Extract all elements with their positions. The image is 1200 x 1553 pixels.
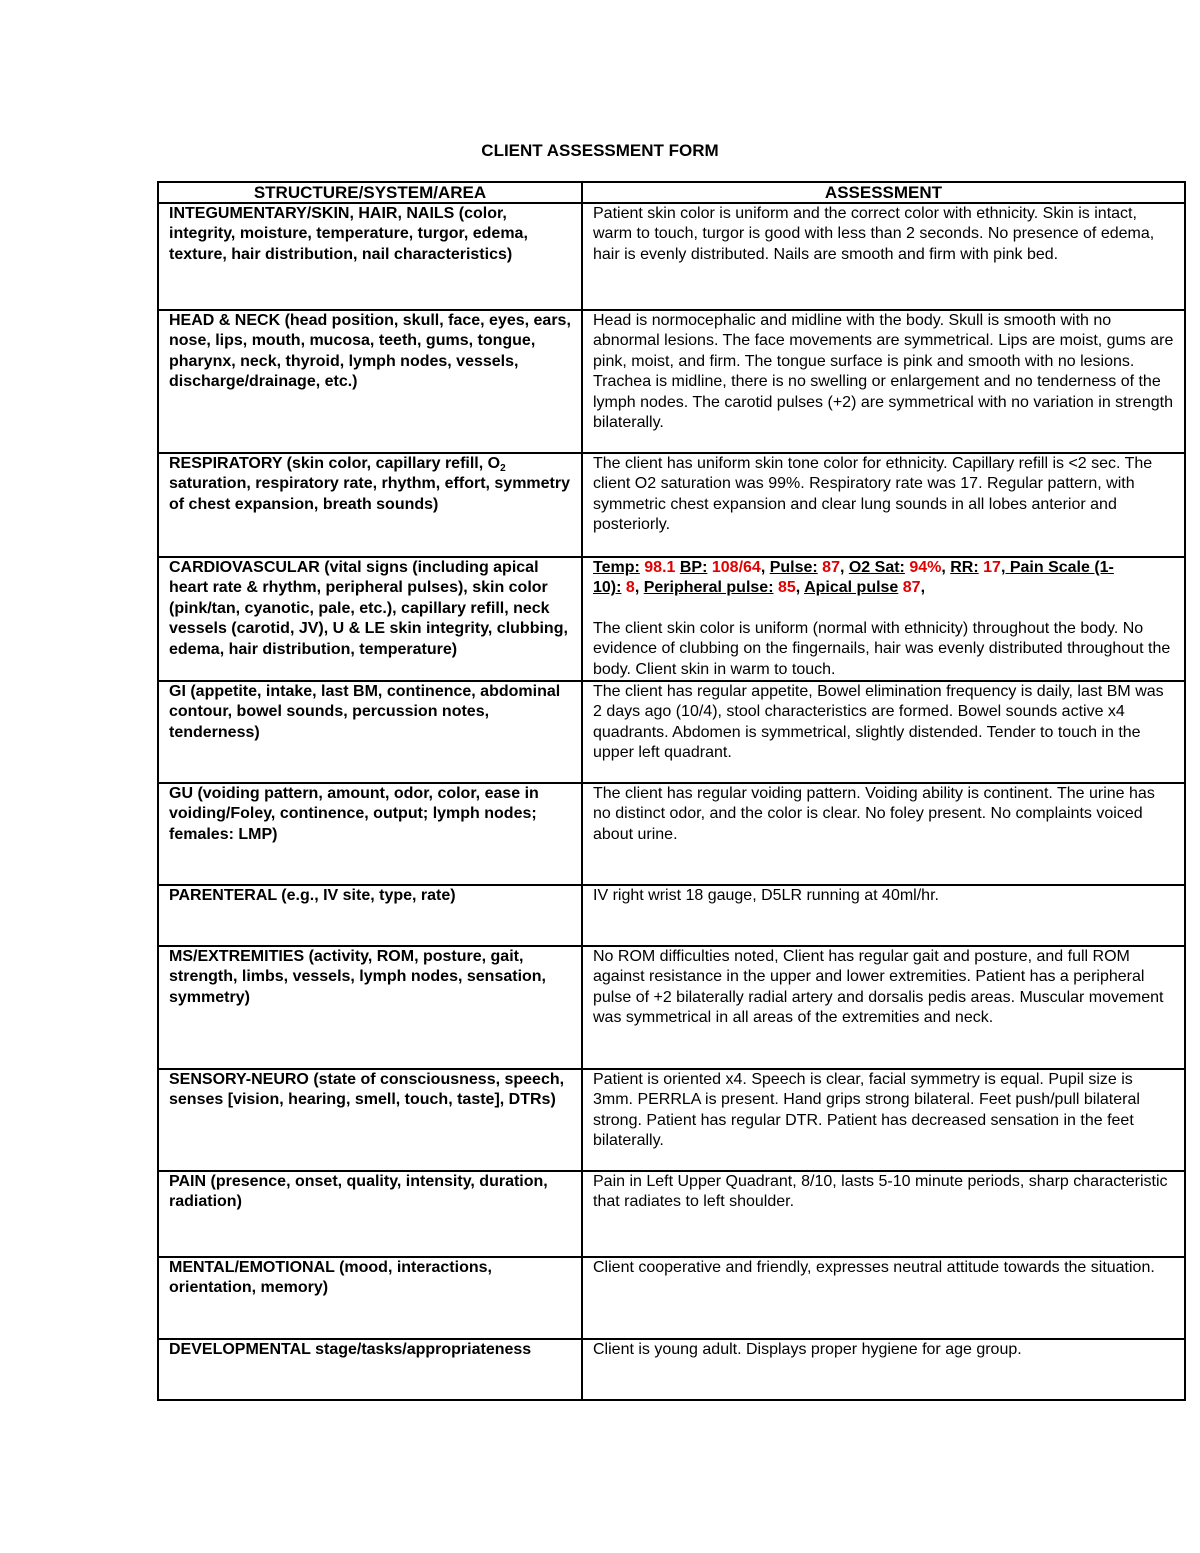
assessment-sensory-neuro: Patient is oriented x4. Speech is clear, facial symmetry is equal. Pupil size is 3mm. PERRLA is present. Hand grips strong bilateral. Feet push/pull bilateral strong. Patient has regular DTR. Patient has decreased sensation in the feet bilaterally. xyxy=(582,1069,1185,1171)
assessment-pain: Pain in Left Upper Quadrant, 8/10, lasts 5-10 minute periods, sharp characteristic that radiates to left shoulder. xyxy=(582,1171,1185,1257)
table-row xyxy=(158,885,1185,946)
assessment-integumentary: Patient skin color is uniform and the correct color with ethnicity. Skin is intact, warm to touch, turgor is good with less than 2 seconds. No presence of edema, hair is evenly distributed. Nails are smooth and firm with pink bed. xyxy=(582,203,1185,310)
table-row xyxy=(158,1339,1185,1400)
area-respiratory-text-a: RESPIRATORY (skin color, capillary refill, O xyxy=(169,455,501,472)
assessment-gi: The client has regular appetite, Bowel elimination frequency is daily, last BM was 2 days ago (10/4), stool characteristics are formed. Bowel sounds active x4 quadrants. Abdomen is symmetrical, slightly distended. Tender to touch in the upper left quadrant. xyxy=(582,681,1185,783)
table-row xyxy=(158,310,1185,453)
pulse-value: 87 xyxy=(822,559,840,576)
table-row xyxy=(158,681,1185,783)
cardiovascular-notes: The client skin color is uniform (normal with ethnicity) throughout the body. No evidence of clubbing on the fingernails, hair was evenly distributed throughout the body. Client skin in warm to touch. xyxy=(593,619,1171,678)
area-respiratory-subscript: 2 xyxy=(500,463,506,474)
area-gu: GU (voiding pattern, amount, odor, color, ease in voiding/Foley, continence, output; lymph nodes; females: LMP) xyxy=(158,783,582,885)
area-gi: GI (appetite, intake, last BM, continence, abdominal contour, bowel sounds, percussion notes, tenderness) xyxy=(158,681,582,783)
table-row xyxy=(158,557,1185,681)
area-parenteral: PARENTERAL (e.g., IV site, type, rate) xyxy=(158,885,582,946)
assessment-developmental: Client is young adult. Displays proper hygiene for age group. xyxy=(582,1339,1185,1400)
o2-value: 94% xyxy=(909,559,942,576)
area-respiratory xyxy=(158,453,582,557)
area-sensory-neuro: SENSORY-NEURO (state of consciousness, speech, senses [vision, hearing, smell, touch, taste], DTRs) xyxy=(158,1069,582,1171)
peripheral-pulse-label: Peripheral pulse: xyxy=(643,579,774,597)
table-row xyxy=(158,1171,1185,1257)
assessment-cardiovascular xyxy=(582,557,1185,681)
assessment-head-neck: Head is normocephalic and midline with the body. Skull is smooth with no abnormal lesions. The face movements are symmetrical. Lips are moist, gums are pink, moist, and firm. The tongue surface is pink and smooth with no lesions. Trachea is midline, there is no swelling or enlargement and no tenderness of the lymph nodes. The carotid pulses (+2) are symmetrical with no variation in strength bilaterally. xyxy=(582,310,1185,453)
form-title: CLIENT ASSESSMENT FORM xyxy=(481,141,719,160)
pain-value: 8 xyxy=(625,579,635,597)
area-mental-emotional: MENTAL/EMOTIONAL (mood, interactions, orientation, memory) xyxy=(158,1257,582,1339)
pain-label-a: Pain Scale (1- xyxy=(1009,559,1114,576)
assessment-respiratory: The client has uniform skin tone color for ethnicity. Capillary refill is <2 sec. The client O2 saturation was 99%. Respiratory rate was 17. Regular pattern, with symmetric chest expansion and clear lung sounds in all lobes anterior and posteriorly. xyxy=(582,453,1185,557)
table-header-row xyxy=(158,182,1185,203)
table-row xyxy=(158,1257,1185,1339)
pain-label-b: 10): xyxy=(593,579,622,597)
bp-label: BP: xyxy=(679,559,708,576)
rr-value: 17 xyxy=(983,559,1001,576)
area-cardiovascular: CARDIOVASCULAR (vital signs (including apical heart rate & rhythm, peripheral pulses), skin color (pink/tan, cyanotic, pale, etc.), capillary refill, neck vessels (carotid, JV), U & LE skin integrity, clubbing, edema, hair distribution, temperature) xyxy=(158,557,582,681)
pulse-label: Pulse: xyxy=(769,559,818,576)
vital-signs: Temp: 98.1 BP: 108/64, Pulse: 87, O2 Sat: 94%, RR: 17, Pain Scale (1- 10): 8, Peripheral pulse: 85, Apical pulse 87, xyxy=(593,559,1114,597)
table-row xyxy=(158,453,1185,557)
peripheral-pulse-value: 85 xyxy=(777,579,796,597)
assessment-table xyxy=(157,181,1186,1401)
table-row xyxy=(158,783,1185,885)
bp-value: 108/64 xyxy=(711,559,761,576)
area-ms-extremities: MS/EXTREMITIES (activity, ROM, posture, gait, strength, limbs, vessels, lymph nodes, sensation, symmetry) xyxy=(158,946,582,1069)
assessment-mental-emotional: Client cooperative and friendly, expresses neutral attitude towards the situation. xyxy=(582,1257,1185,1339)
table-row xyxy=(158,203,1185,310)
area-developmental: DEVELOPMENTAL stage/tasks/appropriateness xyxy=(158,1339,582,1400)
header-structure: STRUCTURE/SYSTEM/AREA xyxy=(158,182,582,203)
table-row xyxy=(158,946,1185,1069)
assessment-gu: The client has regular voiding pattern. Voiding ability is continent. The urine has no distinct odor, and the color is clear. No foley present. No complaints voiced about urine. xyxy=(582,783,1185,885)
apical-pulse-label: Apical pulse xyxy=(804,579,899,597)
area-respiratory-text-b: saturation, respiratory rate, rhythm, effort, symmetry of chest expansion, breath sounds) xyxy=(169,475,571,513)
assessment-ms-extremities: No ROM difficulties noted, Client has regular gait and posture, and full ROM against resistance in the upper and lower extremities. Patient has a peripheral pulse of +2 bilaterally radial artery and dorsalis pedis areas. Muscular movement was symmetrical in all areas of the extremities and neck. xyxy=(582,946,1185,1069)
area-integumentary: INTEGUMENTARY/SKIN, HAIR, NAILS (color, integrity, moisture, temperature, turgor, edema, texture, hair distribution, nail characteristics) xyxy=(158,203,582,310)
temp-label: Temp: xyxy=(593,559,640,576)
temp-value: 98.1 xyxy=(644,559,676,576)
assessment-parenteral: IV right wrist 18 gauge, D5LR running at 40ml/hr. xyxy=(582,885,1185,946)
rr-label: RR: xyxy=(950,559,979,576)
area-pain: PAIN (presence, onset, quality, intensity, duration, radiation) xyxy=(158,1171,582,1257)
apical-pulse-value: 87 xyxy=(902,579,921,597)
table-row xyxy=(158,1069,1185,1171)
o2-label: O2 Sat: xyxy=(848,559,905,576)
area-head-neck: HEAD & NECK (head position, skull, face, eyes, ears, nose, lips, mouth, mucosa, teeth, gums, tongue, pharynx, neck, thyroid, lymph nodes, vessels, discharge/drainage, etc.) xyxy=(158,310,582,453)
header-assessment: ASSESSMENT xyxy=(582,182,1185,203)
